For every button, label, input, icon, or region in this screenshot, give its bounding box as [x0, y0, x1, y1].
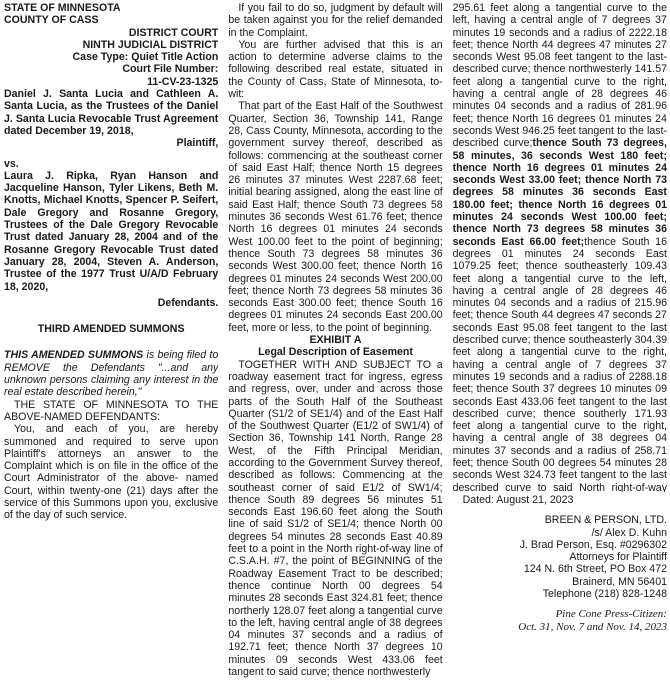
exhibit-continued [453, 2, 667, 492]
summons-para-1: You, and each of you, are hereby summoned and required to serve upon Plaintiff's attorneys an answer to the Complaint which is on file in the office of the Court Administrator of the above- named Court, within twenty-one (21) days after the service of this Summons upon you, exclusive of the day of such service. [4, 423, 219, 522]
exhibit-text-main: TOGETHER WITH AND SUBJECT TO a roadway easement tract for ingress, egress and regress, over, under and across those parts of the South Half of the Southeast Quarter (S1/2 of SE1/4) and of the East Half of the Southwest Quarter (E1/2 of SW1/4) of Section 36, Township 141 North, Range 28 West, of the Fifth Principal Meridian, according to the Government Survey thereof, described as follows: Commencing at the southeast corner of said E1/2 of SW1/4; thence South 89 degrees 56 minutes 51 seconds East 196.60 feet along the South line of said S1/2 of SE1/4; thence North 00 degrees 54 minutes 28 seconds East 40.89 feet to a point in the North right-of-way line of C.S.A.H. #7, the point of BEGINNING of the Roadway Easement Tract to be described; thence continue North 00 degrees 54 minutes 28 seconds East 324.81 feet; thence northerly 128.07 feet along a tangential curve to the left, having central angle of 38 degrees 04 minutes 37 seconds and a radius of 192.71 feet; thence North 37 degrees 10 minutes 09 seconds West 433.06 feet tangent to said curve; thence northwesterly [228, 358, 443, 679]
summons-intro-bold: THIS AMENDED SUMMONS [4, 349, 144, 362]
dated-value: August 21, 2023 [496, 494, 574, 506]
summons-addressee: THE STATE OF MINNESOTA TO THE ABOVE-NAMED DEFENDANTS: [4, 398, 219, 423]
publication-paper: Pine Cone Press-Citizen: [555, 608, 667, 621]
summons-para-2: If you fail to do so, judgment by default will be taken against you for the relief demanded in the Complaint. [228, 2, 443, 39]
attorney-role: Attorneys for Plaintiff [569, 551, 667, 564]
column-3 [453, 2, 667, 687]
firm-name: BREEN & PERSON, LTD. [544, 514, 667, 527]
caption-plaintiff-role: Plaintiff, [176, 137, 219, 150]
caption-file-label: Court File Number: [122, 63, 219, 76]
summons-heading: THIRD AMENDED SUMMONS [37, 323, 185, 336]
caption-case-type: Case Type: Quiet Title Action [72, 51, 219, 64]
summons-intro [4, 349, 218, 398]
caption-defendant-role: Defendants. [157, 296, 219, 309]
caption-county: COUNTY OF CASS [4, 14, 99, 27]
caption-plaintiffs: Daniel J. Santa Lucia and Cathleen A. Santa Lucia, as the Trustees of the Daniel J. Santa Lucia Revocable Trust Agreement dated December 19, 2018, [4, 88, 219, 137]
caption-district: NINTH JUDICIAL DISTRICT [82, 38, 219, 51]
summons-para-3: You are further advised that this is an action to determine adverse claims to the following described real estate, situated in the County of Cass, State of Minnesota, to-wit: [228, 38, 443, 101]
column-1 [4, 2, 218, 687]
signature-dated [453, 494, 667, 506]
attorney-name: J. Brad Person, Esq. #0296302 [519, 538, 667, 551]
publication-dates: Oct. 31, Nov. 7 and Nov. 14, 2023 [518, 620, 667, 633]
exhibit-heading: EXHIBIT A [309, 334, 362, 347]
phone: Telephone (218) 828-1248 [542, 588, 667, 601]
address-line-2: Brainerd, MN 56401 [572, 575, 667, 588]
signer: /s/ Alex D. Kuhn [591, 526, 667, 539]
caption-file-number: 11-CV-23-1325 [147, 75, 219, 88]
summons-intro-rest: is being filed to REMOVE the Defendants "...and any unknown persons claiming any interest in the real estate described herein," [4, 349, 219, 399]
exhibit-text [228, 359, 442, 679]
caption-state: STATE OF MINNESOTA [4, 2, 121, 14]
address-line-1: 124 N. 6th Street, PO Box 472 [523, 563, 667, 576]
caption-defendants: Laura J. Ripka, Ryan Hanson and Jacqueline Hanson, Tyler Likens, Beth M. Knotts, Michael Knotts, Spencer P. Seifert, Dale Gregory and Rosanne Gregory, Trustees of the Dale Gregory Revocable Trust dated January 28, 2004 and of the Rosanne Gregory Revocable Trust dated January 28, 2004, Steven A. Anderson, Trustee of the 1977 Trust U/A/D February 18, 2020, [4, 169, 219, 293]
column-2 [228, 2, 442, 687]
summons-para-4: That part of the East Half of the Southwest Quarter, Section 36, Township 141, Range 28, Cass County, Minnesota, according to the government survey thereof, described as follows: commencing at the southeast corner of said East Half; thence North 15 degrees 26 minutes 37 minutes West 2287.68 feet; initial bearing assigned, along the east line of said East Half; thence South 73 degrees 58 minutes 36 seconds West 61.76 feet; thence North 16 degrees 01 minutes 24 seconds West 100.00 feet to the point of beginning; thence South 73 degrees 58 minutes 36 seconds West 300.00 feet; thence North 16 degrees 01 minutes 24 seconds West 200.00 feet; thence North 73 degrees 58 minutes 36 seconds East 300.00 feet; thence South 16 degrees 01 minutes 24 seconds East 200.00 feet, more or less, to the point of beginning. [228, 100, 443, 334]
dated-label: Dated: [462, 494, 494, 506]
exhibit-subheading: Legal Description of Easement [258, 346, 413, 359]
caption-court: DISTRICT COURT [128, 26, 219, 39]
exhibit-text-continued: 295.61 feet along a tangential curve to the left, having a central angle of 7 degrees 37 minutes 19 seconds and a radius of 2222.18 feet; thence North 44 degrees 47 minutes 27 seconds West 95.08 feet tangent to the last-described curve; thence northwesterly 141.57 feet along a tangential curve to the right, having a central angle of 28 degrees 46 minutes 04 seconds and a radius of 281.96 feet; thence North 16 degrees 01 minutes 24 seconds West 946.25 feet tangent to the last-described curve;thence South 73 degrees, 58 minutes, 36 seconds West 180 feet; thence North 16 degrees 01 minutes 24 seconds West 33.00 feet; thence North 73 degrees 58 minutes 36 seconds East 180.00 feet; thence North 16 degrees 01 minutes 24 seconds West 100.00 feet; thence North 73 degrees 58 minutes 36 seconds East 66.00 feet;thence South 16 degrees 01 minutes 24 seconds East 1079.25 feet; thence southeasterly 109.43 feet along a tangential curve to the left, having a central angle of 28 degrees 46 minutes 04 seconds and a radius of 215.96 feet; thence South 44 degrees 47 seconds 27 seconds East 95.08 feet tangent to the last described curve; thence southeasterly 304.39 feet along a tangential curve to the right, having a central angle of 7 degrees 37 minutes 19 seconds and a radius of 2288.18 feet; thence South 37 degrees 10 minutes 09 seconds East 433.06 feet tangent to the last described curve; thence southerly 171.93 feet along a tangential curve to the right, having a central angle of 38 degrees 04 minutes 37 seconds and a radius of 258.71 feet; thence South 00 degrees 54 minutes 28 seconds West 324.73 feet tangent to the last described curve to said North right-of-way [452, 2, 667, 492]
caption-vs: vs. [4, 157, 19, 170]
